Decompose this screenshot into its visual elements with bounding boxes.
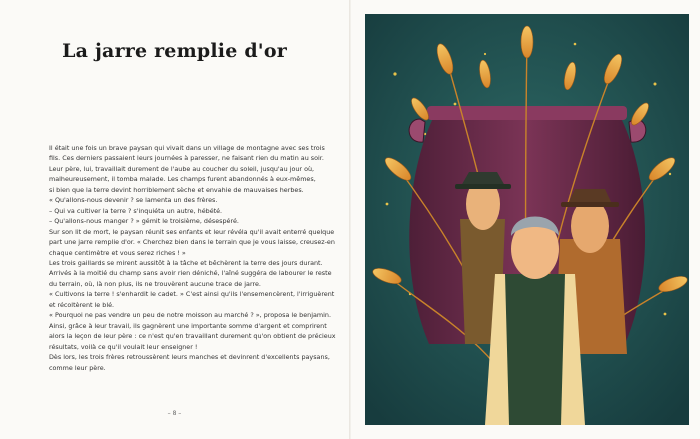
text-line: Ainsi, grâce à leur travail, ils gagnèrent une importante somme d'argent et comprirent [49,321,327,330]
text-line: Sur son lit de mort, le paysan réunit ses enfants et leur révéla qu'il avait enterré quelque [49,227,335,236]
left-page [0,0,349,439]
text-line: « Qu'allons-nous devenir ? se lamenta un des frères. [49,196,218,205]
text-line: Leur père, lui, travaillait durement de l'aube au coucher du soleil, jusqu'au jour où, [49,164,315,173]
page-number: – 8 – [167,410,182,417]
text-line: malheureusement, il tomba malade. Les champs furent abandonnés à eux-mêmes, [49,175,316,184]
text-line: part une jarre remplie d'or. « Cherchez bien dans le terrain que je vous laisse, creusez-en [49,238,335,247]
right-page [351,0,700,439]
text-line: résultats, voilà ce qu'il voulait leur enseigner ! [49,342,198,351]
text-line: Il était une fois un brave paysan qui vivait dans un village de montagne avec ses trois [49,144,325,152]
text-line: comme leur père. [49,363,106,372]
text-line: chaque centimètre et vous serez riches ! » [49,248,186,257]
text-line: et récoltèrent le blé. [49,300,115,309]
text-line: du terrain, où, là non plus, ils ne trouvèrent aucune trace de jarre. [49,279,261,288]
text-line: alors la leçon de leur père : ce n'est qu'en travaillant durement qu'on obtient de précieux [49,332,336,341]
text-line: si bien que la terre devint horriblement sèche et envahie de mauvaises herbes. [49,185,304,194]
story-title: La jarre remplie d'or [62,40,287,62]
illustration [365,14,689,425]
text-line: « Pourquoi ne pas vendre un peu de notre moisson au marché ? », proposa le benjamin. [49,311,331,320]
text-line: Les trois gaillards se mirent aussitôt à la tâche et bêchèrent la terre des jours durant. [49,258,323,267]
text-line: « Cultivons la terre ! s'enhardit le cadet. » C'est ainsi qu'ils l'ensemencèrent, l'irriguèrent [49,290,335,299]
text-line: Dès lors, les trois frères retroussèrent leurs manches et devinrent d'excellents paysans, [49,353,330,362]
text-line: fils. Ces derniers passaient leurs journées à paresser, ne faisant rien du matin au soir. [49,154,324,163]
text-line: Arrivés à la moitié du champ sans avoir rien déniché, l'aîné suggéra de labourer le reste [49,269,332,278]
story-text [49,143,336,373]
text-line: – Qui va cultiver la terre ? s'inquiéta un autre, hébété. [49,206,223,215]
text-line: – Qu'allons-nous manger ? » gémit le troisième, désespéré. [49,217,239,226]
